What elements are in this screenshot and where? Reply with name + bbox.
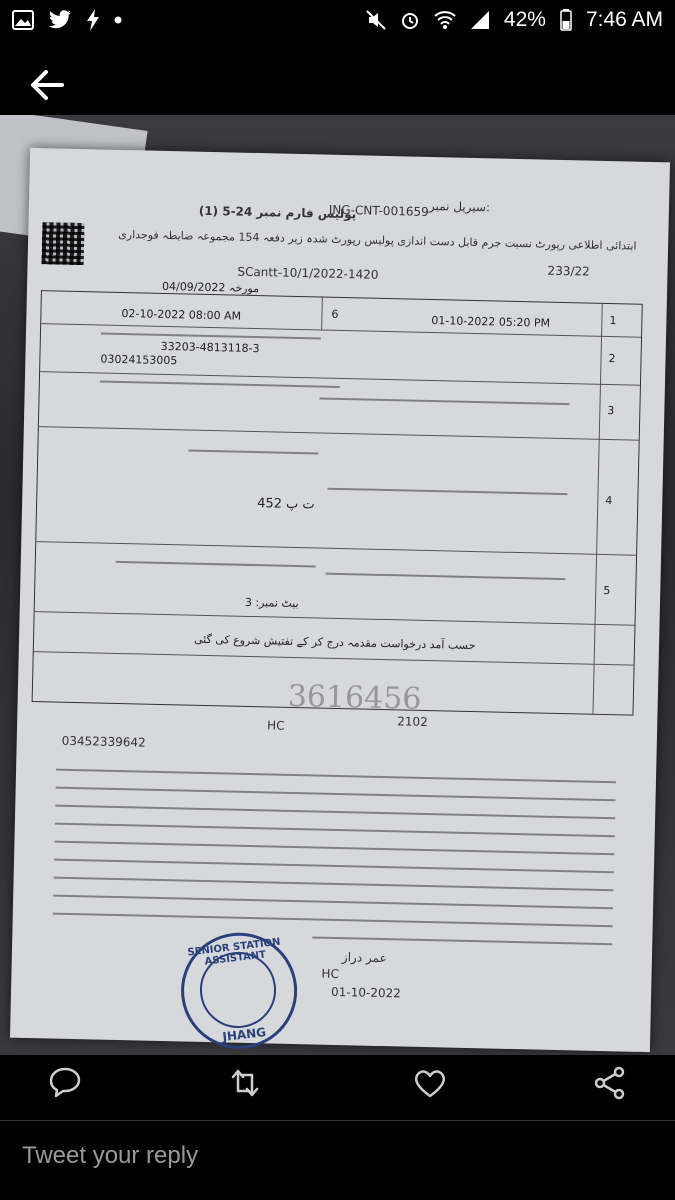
police-stamp (175, 926, 304, 1055)
row-number-3: 3 (607, 404, 615, 418)
alarm-icon (400, 10, 420, 30)
action-note: حسب آمد درخواست مقدمہ درج کر کے تفتیش شروع کی گئی (193, 632, 476, 653)
mute-icon (366, 10, 386, 30)
date-time-departure: 02-10-2022 08:00 AM (121, 306, 242, 323)
tweet-actions (0, 1055, 675, 1110)
qr-code (42, 222, 85, 265)
dot-icon (114, 16, 122, 24)
status-bar (0, 0, 675, 40)
like-icon (410, 1063, 450, 1103)
divider (0, 1120, 675, 1121)
battery-percent: 42% (503, 8, 546, 31)
signature-hc: HC (321, 966, 340, 982)
phone-number-2: 03452339642 (61, 733, 146, 750)
status-left (12, 9, 122, 31)
row-number-5: 5 (603, 583, 611, 598)
arrow-left-icon (22, 60, 72, 110)
amount: 452 ت پ (256, 496, 315, 513)
row-number-1: 1 (609, 314, 617, 328)
share-button[interactable] (590, 1063, 630, 1103)
battery-icon (560, 9, 572, 31)
status-right (366, 8, 663, 32)
date-time-received: 01-10-2022 05:20 PM (431, 314, 551, 330)
reply-icon (45, 1063, 85, 1103)
lightning-icon (86, 9, 100, 31)
cnic-number: 33203-4813118-3 (160, 339, 260, 356)
serial-label: سیریل نمبر: (428, 198, 491, 215)
serial-number: JNG-CNT-001659 (328, 202, 429, 219)
signal-icon (470, 10, 490, 30)
signature-date: 01-10-2022 (330, 984, 401, 1001)
reply-input[interactable]: Tweet your reply (22, 1142, 199, 1169)
reply-button[interactable] (45, 1063, 85, 1103)
retweet-button[interactable] (225, 1063, 265, 1103)
hc-label: HC (266, 718, 285, 733)
row-number-6: 6 (331, 307, 339, 321)
share-icon (590, 1063, 630, 1103)
form-title: پولیس فارم نمبر 24-5 (1) (198, 203, 357, 222)
stamp-bottom-text: JHANG (221, 1025, 267, 1045)
twitter-icon (48, 10, 72, 30)
stamp-number: 3616456 (287, 678, 422, 717)
row-number-4: 4 (605, 493, 613, 508)
case-number: 233/22 (547, 263, 590, 279)
stamp-top-text: SENIOR STATION ASSISTANT (186, 936, 282, 968)
tweet-photo[interactable] (0, 115, 675, 1055)
back-button[interactable] (22, 60, 72, 110)
phone-number: 03024153005 (100, 352, 178, 368)
fir-table (32, 279, 643, 716)
signature-name: عمر دراز (341, 950, 387, 966)
occurrence-date: مورخہ 04/09/2022 (161, 279, 260, 296)
header-line: ابتدائی اطلاعی رپورٹ نسبت جرم قابل دست اندازی پولیس رپورٹ شدہ زیر دفعہ 154 مجموعہ ضابطہ فوجداری (118, 227, 637, 253)
case-reference: SCantt-10/1/2022-1420 (237, 264, 379, 282)
image-icon (12, 10, 34, 30)
clock: 7:46 AM (585, 8, 663, 31)
fir-document (10, 148, 670, 1052)
retweet-icon (225, 1063, 265, 1103)
wifi-icon (434, 10, 456, 30)
row-number-2: 2 (608, 352, 616, 366)
like-button[interactable] (410, 1063, 450, 1103)
belt-number: 2102 (397, 714, 428, 730)
beat-number: بیٹ نمبر: 3 (244, 595, 299, 611)
